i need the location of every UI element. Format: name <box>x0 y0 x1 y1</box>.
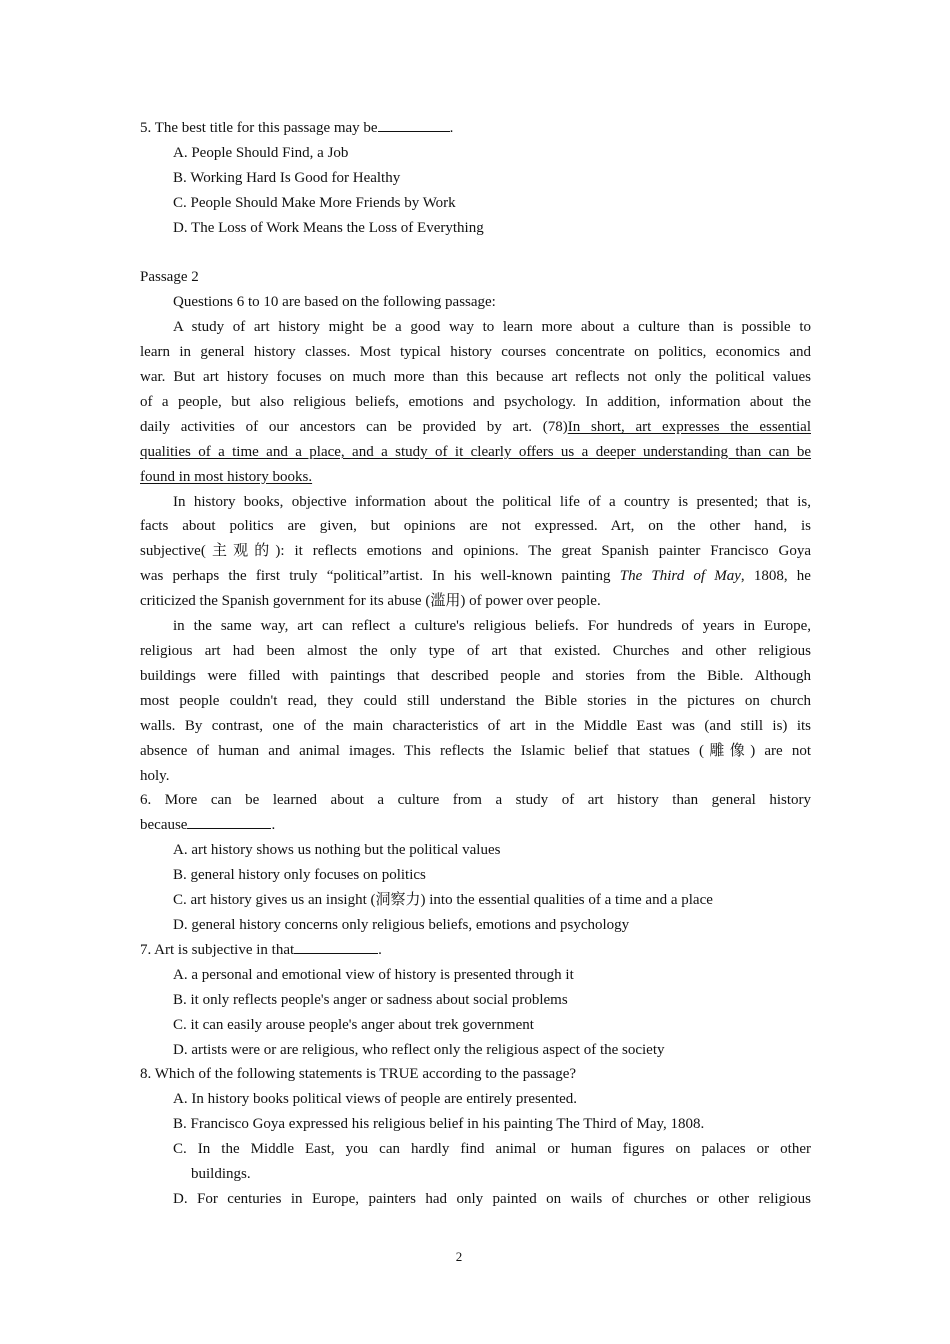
q8-option-c-cont: buildings. <box>191 1166 251 1183</box>
p3-line-7: holy. <box>140 767 170 784</box>
p1-line-3: war. But art history focuses on much more than this because art reflects not only the political values <box>140 369 811 386</box>
question-6-stem-2 <box>140 813 811 838</box>
p3-line-5: walls. By contrast, one of the main characteristics of art in the Middle East was (and still is) its <box>140 717 811 734</box>
p1-line-5 <box>140 415 811 440</box>
q8-option-a: A. In history books political views of people are entirely presented. <box>173 1091 578 1108</box>
q5-option-d: D. The Loss of Work Means the Loss of Everything <box>173 219 484 236</box>
underlined-sentence-part-1: In short, art expresses the essential <box>567 418 811 435</box>
painting-title: The Third of May <box>619 568 741 585</box>
answer-blank <box>378 116 450 132</box>
p2-line-4-end: , 1808, he <box>740 568 811 585</box>
question-7-stem <box>140 938 811 963</box>
q8-option-c: C. In the Middle East, you can hardly find animal or human figures on palaces or other <box>173 1141 811 1158</box>
passage-intro: Questions 6 to 10 are based on the following passage: <box>173 294 496 311</box>
question-5-end: . <box>449 120 454 136</box>
q6-option-a: A. art history shows us nothing but the political values <box>173 842 501 859</box>
q8-option-b: B. Francisco Goya expressed his religious belief in his painting The Third of May, 1808. <box>173 1116 705 1133</box>
question-5-text: 5. The best title for this passage may be <box>140 120 378 136</box>
p3-line-4: most people couldn't read, they could still understand the Bible stories in the pictures on church <box>140 692 811 709</box>
question-8-stem: 8. Which of the following statements is TRUE according to the passage? <box>140 1066 577 1083</box>
p1-line-1: A study of art history might be a good way to learn more about a culture than is possible to <box>173 319 811 336</box>
question-7-end: . <box>378 941 382 958</box>
q6-option-d: D. general history concerns only religious beliefs, emotions and psychology <box>173 916 630 933</box>
q7-option-a: A. a personal and emotional view of history is presented through it <box>173 966 574 983</box>
spacer <box>140 241 811 266</box>
q6-option-b: B. general history only focuses on politics <box>173 867 426 884</box>
answer-blank <box>187 813 271 829</box>
p2-line-3: subjective(主观的): it reflects emotions and opinions. The great Spanish painter Francisco Goya <box>140 543 811 560</box>
p2-line-4 <box>140 564 811 589</box>
p3-line-2: religious art had been almost the only type of art that existed. Churches and other religious <box>140 643 811 660</box>
p2-line-5: criticized the Spanish government for its abuse (滥用) of power over people. <box>140 593 601 610</box>
question-6-end: . <box>271 817 276 834</box>
passage-heading: Passage 2 <box>140 269 199 286</box>
p3-line-3: buildings were filled with paintings that described people and stories from the Bible. Although <box>140 667 811 684</box>
p3-line-1: in the same way, art can reflect a culture's religious beliefs. For hundreds of years in Europe, <box>173 618 811 635</box>
question-5-stem <box>140 116 811 141</box>
q5-option-c: C. People Should Make More Friends by Work <box>173 194 456 211</box>
q5-option-b: B. Working Hard Is Good for Healthy <box>173 169 401 186</box>
question-6-text: because <box>140 817 188 834</box>
page-number: 2 <box>455 1249 463 1264</box>
p2-line-2: facts about politics are given, but opinions are not expressed. Art, on the other hand, is <box>140 518 811 535</box>
p1-line-4: of a people, but also religious beliefs, emotions and psychology. In addition, information about the <box>140 393 811 410</box>
p3-line-6: absence of human and animal images. This reflects the Islamic belief that statues (雕像) are not <box>140 742 811 759</box>
q7-option-c: C. it can easily arouse people's anger about trek government <box>173 1016 534 1033</box>
underlined-sentence-part-2: qualities of a time and a place, and a study of it clearly offers us a deeper understanding than can be <box>140 443 811 460</box>
q6-option-c: C. art history gives us an insight (洞察力) into the essential qualities of a time and a place <box>173 892 713 909</box>
q7-option-d: D. artists were or are religious, who reflect only the religious aspect of the society <box>173 1041 665 1058</box>
question-7-text: 7. Art is subjective in that <box>140 941 295 958</box>
p2-line-1: In history books, objective information about the political life of a country is presented; that is, <box>173 493 811 510</box>
question-6-stem: 6. More can be learned about a culture from a study of art history than general history <box>140 792 811 809</box>
q5-option-a: A. People Should Find, a Job <box>173 144 349 161</box>
answer-blank <box>294 938 378 954</box>
p1-line-7 <box>140 465 811 490</box>
p2-line-4-text: was perhaps the first truly “political”artist. In his well-known painting <box>140 568 620 585</box>
document-page <box>140 116 811 1212</box>
q8-option-d: D. For centuries in Europe, painters had only painted on wails of churches or other religious <box>173 1190 811 1207</box>
q7-option-b: B. it only reflects people's anger or sadness about social problems <box>173 991 568 1008</box>
p1-line-5-text: daily activities of our ancestors can be provided by art. (78) <box>140 418 568 435</box>
underlined-sentence-part-3: found in most history books. <box>140 468 313 485</box>
p1-line-2: learn in general history classes. Most typical history courses concentrate on politics, economics and <box>140 344 811 361</box>
